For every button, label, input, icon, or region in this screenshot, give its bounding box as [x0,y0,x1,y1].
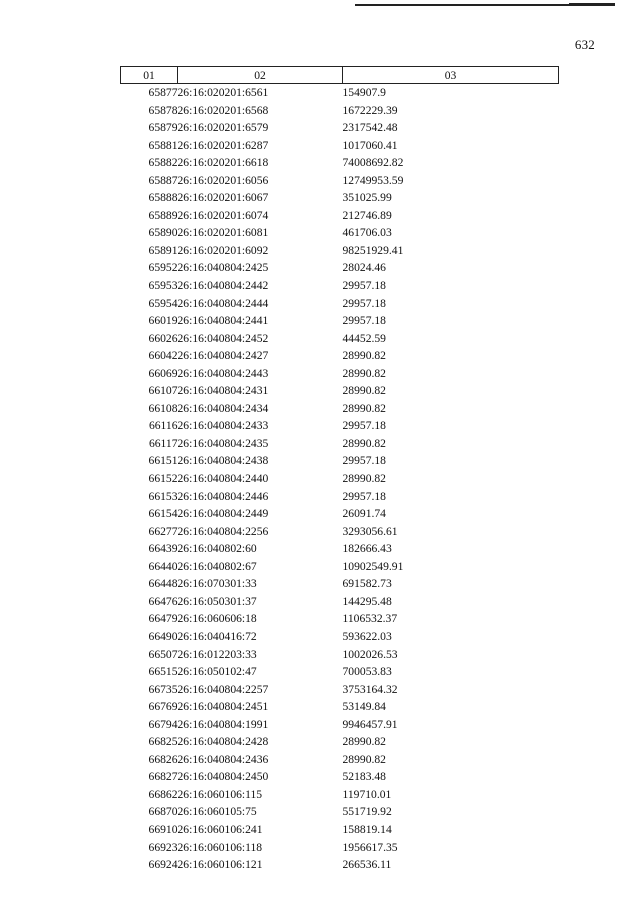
table-row [121,172,559,190]
cell-cadastral-number: 26:16:020201:6067 [177,191,269,205]
table-row [121,733,559,751]
table-row [121,84,559,102]
table-row [121,786,559,804]
cell-value: 28990.82 [342,735,386,749]
cell-value: 28990.82 [342,752,386,766]
cell-id: 65953 [148,279,178,293]
cell-id: 66042 [148,349,178,363]
cell-cadastral-number: 26:16:040802:60 [177,542,257,556]
cell-cadastral-number: 26:16:040804:2434 [177,401,269,415]
header-row [121,67,559,84]
cell-cadastral-number: 26:16:040802:67 [177,559,257,573]
cell-cadastral-number: 26:16:050301:37 [177,594,257,608]
cell-id: 66277 [148,524,178,538]
data-table [120,66,559,874]
cell-id: 66825 [148,735,178,749]
table-row [121,523,559,541]
cell-id: 65890 [148,226,178,240]
cell-value: 26091.74 [342,507,386,521]
cell-value: 29957.18 [342,454,386,468]
cell-id: 66026 [148,331,178,345]
table-row [121,821,559,839]
cell-id: 66769 [148,700,178,714]
table-row [121,856,559,874]
cell-value: 158819.14 [342,822,392,836]
cell-value: 266536.11 [342,858,392,872]
cell-value: 10902549.91 [342,559,404,573]
column-header-02: 02 [178,67,343,84]
cell-value: 351025.99 [342,191,392,205]
cell-id: 65954 [148,296,178,310]
cell-cadastral-number: 26:16:020201:6287 [177,138,269,152]
table-row [121,347,559,365]
cell-value: 44452.59 [342,331,386,345]
page-number: 632 [574,37,595,52]
table-row [121,365,559,383]
table-row [121,277,559,295]
cell-cadastral-number: 26:16:060106:121 [177,858,263,872]
cell-id: 66440 [148,559,178,573]
cell-id: 66910 [148,822,178,836]
cell-value: 593622.03 [342,629,392,643]
cell-value: 1106532.37 [342,612,398,626]
cell-cadastral-number: 26:16:020201:6074 [177,208,269,222]
cell-cadastral-number: 26:16:012203:33 [177,647,257,661]
table-row [121,259,559,277]
table-row [121,224,559,242]
cell-cadastral-number: 26:16:040804:2450 [177,770,269,784]
cell-value: 12749953.59 [342,173,404,187]
cell-id: 65889 [148,208,178,222]
table-row [121,839,559,857]
table-row [121,295,559,313]
cell-cadastral-number: 26:16:040804:2441 [177,314,269,328]
table-row [121,154,559,172]
cell-id: 66490 [148,629,178,643]
cell-value: 53149.84 [342,700,386,714]
table-row [121,207,559,225]
table-row [121,452,559,470]
cell-value: 1017060.41 [342,138,398,152]
cell-id: 66151 [148,454,178,468]
cell-id: 66862 [148,787,178,801]
table-row [121,102,559,120]
table-row [121,751,559,769]
cell-value: 119710.01 [342,787,392,801]
table-row [121,768,559,786]
cell-value: 461706.03 [342,226,392,240]
cell-value: 700053.83 [342,665,392,679]
table-row [121,119,559,137]
cell-cadastral-number: 26:16:040804:2451 [177,700,269,714]
cell-cadastral-number: 26:16:040804:1991 [177,717,269,731]
cell-cadastral-number: 26:16:040804:2452 [177,331,269,345]
cell-value: 98251929.41 [342,243,404,257]
table-row [121,628,559,646]
cell-cadastral-number: 26:16:040804:2433 [177,419,269,433]
table-row [121,540,559,558]
cell-value: 144295.48 [342,594,392,608]
cell-cadastral-number: 26:16:060105:75 [177,805,257,819]
table-row [121,505,559,523]
cell-cadastral-number: 26:16:070301:33 [177,577,257,591]
table-row [121,593,559,611]
table-header [121,67,559,84]
cell-value: 29957.18 [342,296,386,310]
table-row [121,470,559,488]
cell-cadastral-number: 26:16:050102:47 [177,665,257,679]
cell-id: 66827 [148,770,178,784]
cell-cadastral-number: 26:16:040804:2449 [177,507,269,521]
cell-id: 65881 [148,138,178,152]
cell-id: 65877 [148,86,178,99]
table-row [121,400,559,418]
cell-id: 65878 [148,103,178,117]
cell-value: 28024.46 [342,261,386,275]
cell-id: 66439 [148,542,178,556]
table-row [121,488,559,506]
cell-value: 29957.18 [342,314,386,328]
cell-cadastral-number: 26:16:040804:2436 [177,752,269,766]
cell-value: 182666.43 [342,542,392,556]
cell-cadastral-number: 26:16:020201:6561 [177,86,269,99]
cell-cadastral-number: 26:16:020201:6579 [177,121,269,135]
table-row [121,575,559,593]
table-row [121,803,559,821]
cell-id: 65888 [148,191,178,205]
cell-cadastral-number: 26:16:040416:72 [177,629,257,643]
table-row [121,417,559,435]
cell-value: 212746.89 [342,208,392,222]
cell-value: 2317542.48 [342,121,398,135]
table-row [121,558,559,576]
cell-id: 66108 [148,401,178,415]
cell-cadastral-number: 26:16:020201:6092 [177,243,269,257]
cell-id: 66507 [148,647,178,661]
cell-id: 66870 [148,805,178,819]
cell-value: 154907.9 [342,86,386,99]
cell-value: 1002026.53 [342,647,398,661]
table-row [121,716,559,734]
cell-cadastral-number: 26:16:040804:2440 [177,472,269,486]
cell-cadastral-number: 26:16:040804:2444 [177,296,269,310]
cell-id: 66069 [148,366,178,380]
cell-id: 66116 [148,419,178,433]
column-header-01: 01 [121,67,178,84]
table-row [121,382,559,400]
cell-value: 28990.82 [342,349,386,363]
cell-cadastral-number: 26:16:060106:241 [177,822,263,836]
cell-value: 28990.82 [342,401,386,415]
table-row [121,137,559,155]
cell-value: 52183.48 [342,770,386,784]
cell-cadastral-number: 26:16:040804:2438 [177,454,269,468]
cell-value: 28990.82 [342,366,386,380]
cell-cadastral-number: 26:16:040804:2431 [177,384,269,398]
cell-value: 3753164.32 [342,682,398,696]
cell-value: 3293056.61 [342,524,398,538]
table-row [121,242,559,260]
cell-value: 551719.92 [342,805,392,819]
cell-value: 28990.82 [342,436,386,450]
cell-cadastral-number: 26:16:020201:6081 [177,226,269,240]
cell-id: 66794 [148,717,178,731]
cell-value: 691582.73 [342,577,392,591]
cell-id: 65882 [148,156,178,170]
cell-id: 66923 [148,840,178,854]
cell-cadastral-number: 26:16:060606:18 [177,612,257,626]
cell-id: 66117 [148,436,178,450]
cell-value: 28990.82 [342,472,386,486]
cell-value: 74008692.82 [342,156,404,170]
cell-id: 66476 [148,594,178,608]
cell-id: 66107 [148,384,178,398]
table-row [121,330,559,348]
table-row [121,610,559,628]
cell-id: 66735 [148,682,178,696]
cell-value: 28990.82 [342,384,386,398]
cell-cadastral-number: 26:16:020201:6618 [177,156,269,170]
cell-value: 1672229.39 [342,103,398,117]
table-row [121,312,559,330]
cell-cadastral-number: 26:16:040804:2435 [177,436,269,450]
cell-cadastral-number: 26:16:060106:115 [177,787,263,801]
cell-cadastral-number: 26:16:040804:2428 [177,735,269,749]
cell-cadastral-number: 26:16:040804:2427 [177,349,269,363]
table-row [121,646,559,664]
cell-id: 66448 [148,577,178,591]
cell-id: 66152 [148,472,178,486]
cell-cadastral-number: 26:16:040804:2257 [177,682,269,696]
cell-id: 66154 [148,507,178,521]
cell-id: 65952 [148,261,178,275]
table-row [121,698,559,716]
cell-id: 66515 [148,665,178,679]
cell-id: 65887 [148,173,178,187]
cell-value: 29957.18 [342,279,386,293]
header-rule [355,4,613,6]
cell-value: 9946457.91 [342,717,398,731]
table-body [121,84,559,874]
table-row [121,681,559,699]
cell-cadastral-number: 26:16:040804:2446 [177,489,269,503]
cell-cadastral-number: 26:16:060106:118 [177,840,263,854]
cell-id: 65891 [148,243,178,257]
cell-cadastral-number: 26:16:040804:2442 [177,279,269,293]
cell-value: 29957.18 [342,419,386,433]
cell-cadastral-number: 26:16:020201:6568 [177,103,269,117]
cell-id: 65879 [148,121,178,135]
table-row [121,663,559,681]
cell-value: 1956617.35 [342,840,398,854]
cell-cadastral-number: 26:16:040804:2425 [177,261,269,275]
cell-cadastral-number: 26:16:040804:2443 [177,366,269,380]
cell-id: 66479 [148,612,178,626]
cell-cadastral-number: 26:16:040804:2256 [177,524,269,538]
cell-id: 66924 [148,858,178,872]
cell-id: 66019 [148,314,178,328]
table-row [121,189,559,207]
column-header-03: 03 [343,67,559,84]
cell-cadastral-number: 26:16:020201:6056 [177,173,269,187]
cell-id: 66826 [148,752,178,766]
table-row [121,435,559,453]
cell-value: 29957.18 [342,489,386,503]
cell-id: 66153 [148,489,178,503]
